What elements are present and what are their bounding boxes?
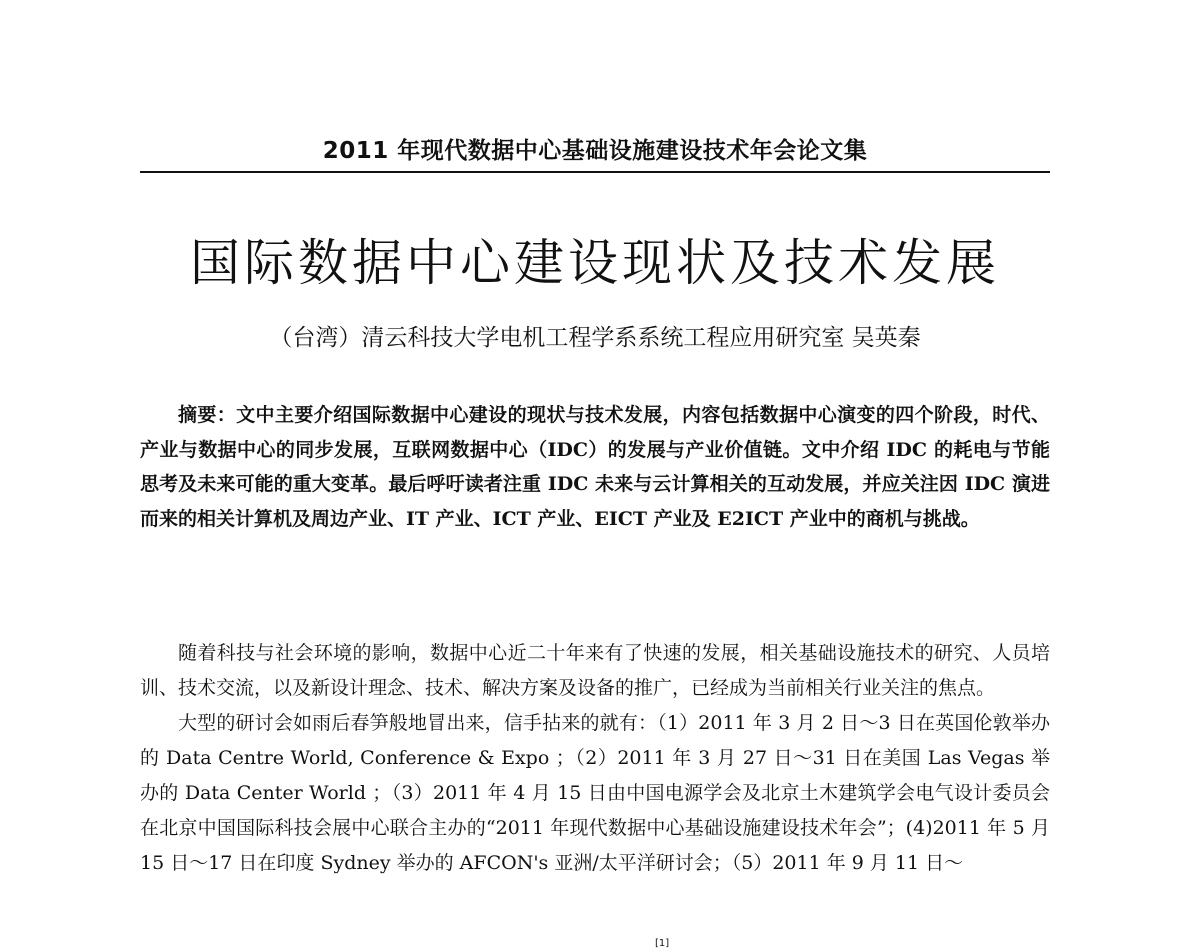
page-mark: [1]: [655, 938, 670, 949]
body-text: [140, 636, 1050, 881]
abstract-label: 摘要：: [178, 404, 237, 426]
body-paragraph-1: 随着科技与社会环境的影响，数据中心近二十年来有了快速的发展，相关基础设施技术的研究、人员培训、技术交流，以及新设计理念、技术、解决方案及设备的推广，已经成为当前相关行业关注的焦点。: [140, 642, 1050, 699]
author-affiliation: （台湾）清云科技大学电机工程学系系统工程应用研究室 吴英秦: [269, 325, 921, 351]
body-paragraph-2: 大型的研讨会如雨后春笋般地冒出来，信手拈来的就有：（1）2011 年 3 月 2 日～3 日在英国伦敦举办的 Data Centre World, Conference & Expo ；（2）2011 年 3 月 27 日～31 日在美国 Las Vegas 举办的 Data Center World ；（3）2011 年 4 月 15 日由中国电源学会及北京土木建筑学会电气设计委员会在北京中国国际科技会展中心联合主办的“2011 年现代数据中心基础设施建设技术年会”；(4)2011 年 5 月 15 日～17 日在印度 Sydney 举办的 AFCON's 亚洲/太平洋研讨会；（5）2011 年 9 月 11 日～: [140, 712, 1050, 874]
abstract: [140, 398, 1050, 536]
running-head: 2011 年现代数据中心基础设施建设技术年会论文集: [322, 138, 868, 164]
header-rule: [140, 171, 1050, 173]
paper-title: 国际数据中心建设现状及技术发展: [190, 234, 1000, 292]
abstract-paragraph: [140, 398, 1050, 536]
abstract-text: 文中主要介绍国际数据中心建设的现状与技术发展，内容包括数据中心演变的四个阶段，时代、产业与数据中心的同步发展，互联网数据中心（IDC）的发展与产业价值链。文中介绍 IDC 的耗电与节能思考及未来可能的重大变革。最后呼吁读者注重 IDC 未来与云计算相关的互动发展，并应关注因 IDC 演进而来的相关计算机及周边产业、IT 产业、ICT 产业、EICT 产业及 E2ICT 产业中的商机与挑战。: [140, 404, 1050, 530]
